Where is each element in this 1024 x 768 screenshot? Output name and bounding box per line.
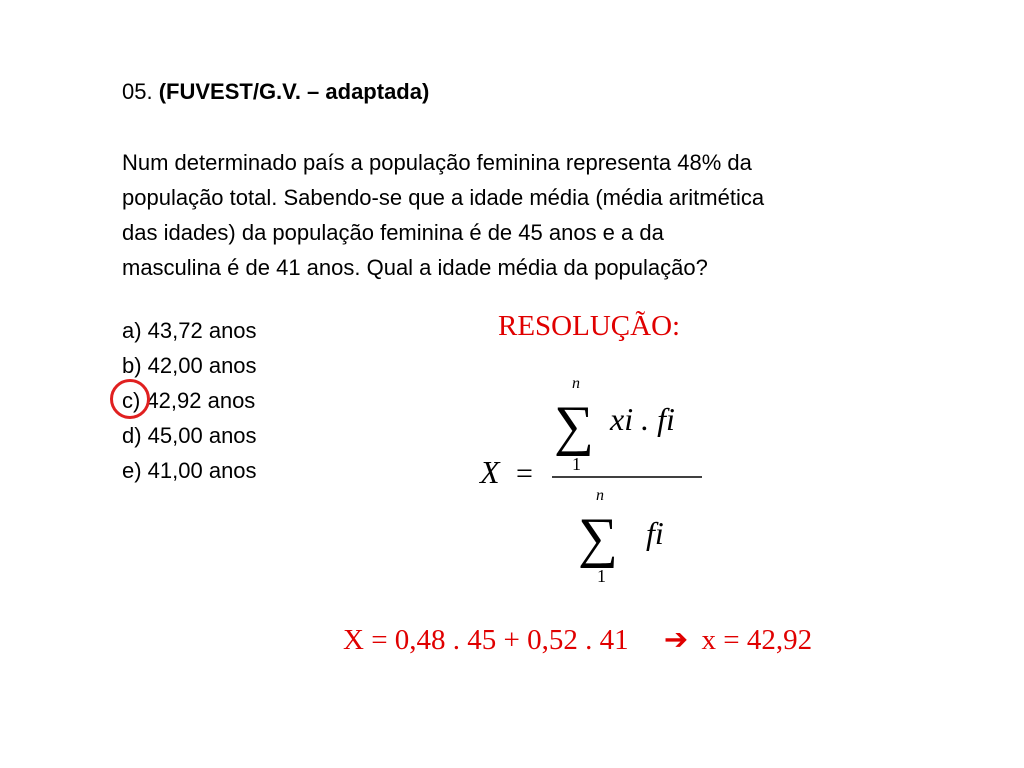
option-d: d) 45,00 anos — [122, 423, 257, 448]
numerator-sigma: ∑ — [554, 395, 594, 457]
option-b: b) 42,00 anos — [122, 353, 257, 378]
calculation-text: X = 0,48 . 45 + 0,52 . 41 — [343, 624, 629, 656]
question-number: 05. — [122, 79, 153, 104]
option-c: c) 42,92 anos — [122, 388, 256, 413]
final-calculation — [343, 622, 812, 657]
numerator-sum-lower: 1 — [572, 454, 581, 474]
selected-answer-circle — [110, 379, 150, 419]
denominator-sum-upper: n — [596, 487, 604, 504]
statement-line: masculina é de 41 anos. Qual a idade média da população? — [122, 255, 708, 280]
question-source: (FUVEST/G.V. – adaptada) — [158, 79, 430, 104]
denominator-body: fi — [646, 515, 664, 551]
denominator-sigma: ∑ — [578, 507, 618, 569]
mean-formula — [460, 360, 720, 590]
resolution-title: RESOLUÇÃO: — [498, 310, 681, 342]
result-text: x = 42,92 — [701, 624, 813, 656]
formula-equals: = — [516, 457, 533, 490]
question-header — [122, 78, 429, 106]
statement-line: população total. Sabendo-se que a idade média (média aritmética — [122, 185, 765, 210]
question-statement — [122, 145, 982, 285]
numerator-sum-upper: n — [572, 375, 580, 392]
statement-line: Num determinado país a população feminina representa 48% da — [122, 150, 752, 175]
right-arrow-icon: ➔ — [663, 624, 689, 656]
numerator-body: xi . fi — [610, 401, 675, 437]
option-e: e) 41,00 anos — [122, 458, 257, 483]
option-a: a) 43,72 anos — [122, 318, 257, 343]
formula-lhs: X — [480, 454, 500, 490]
statement-line: das idades) da população feminina é de 45 anos e a da — [122, 220, 664, 245]
denominator-sum-lower: 1 — [597, 566, 606, 586]
